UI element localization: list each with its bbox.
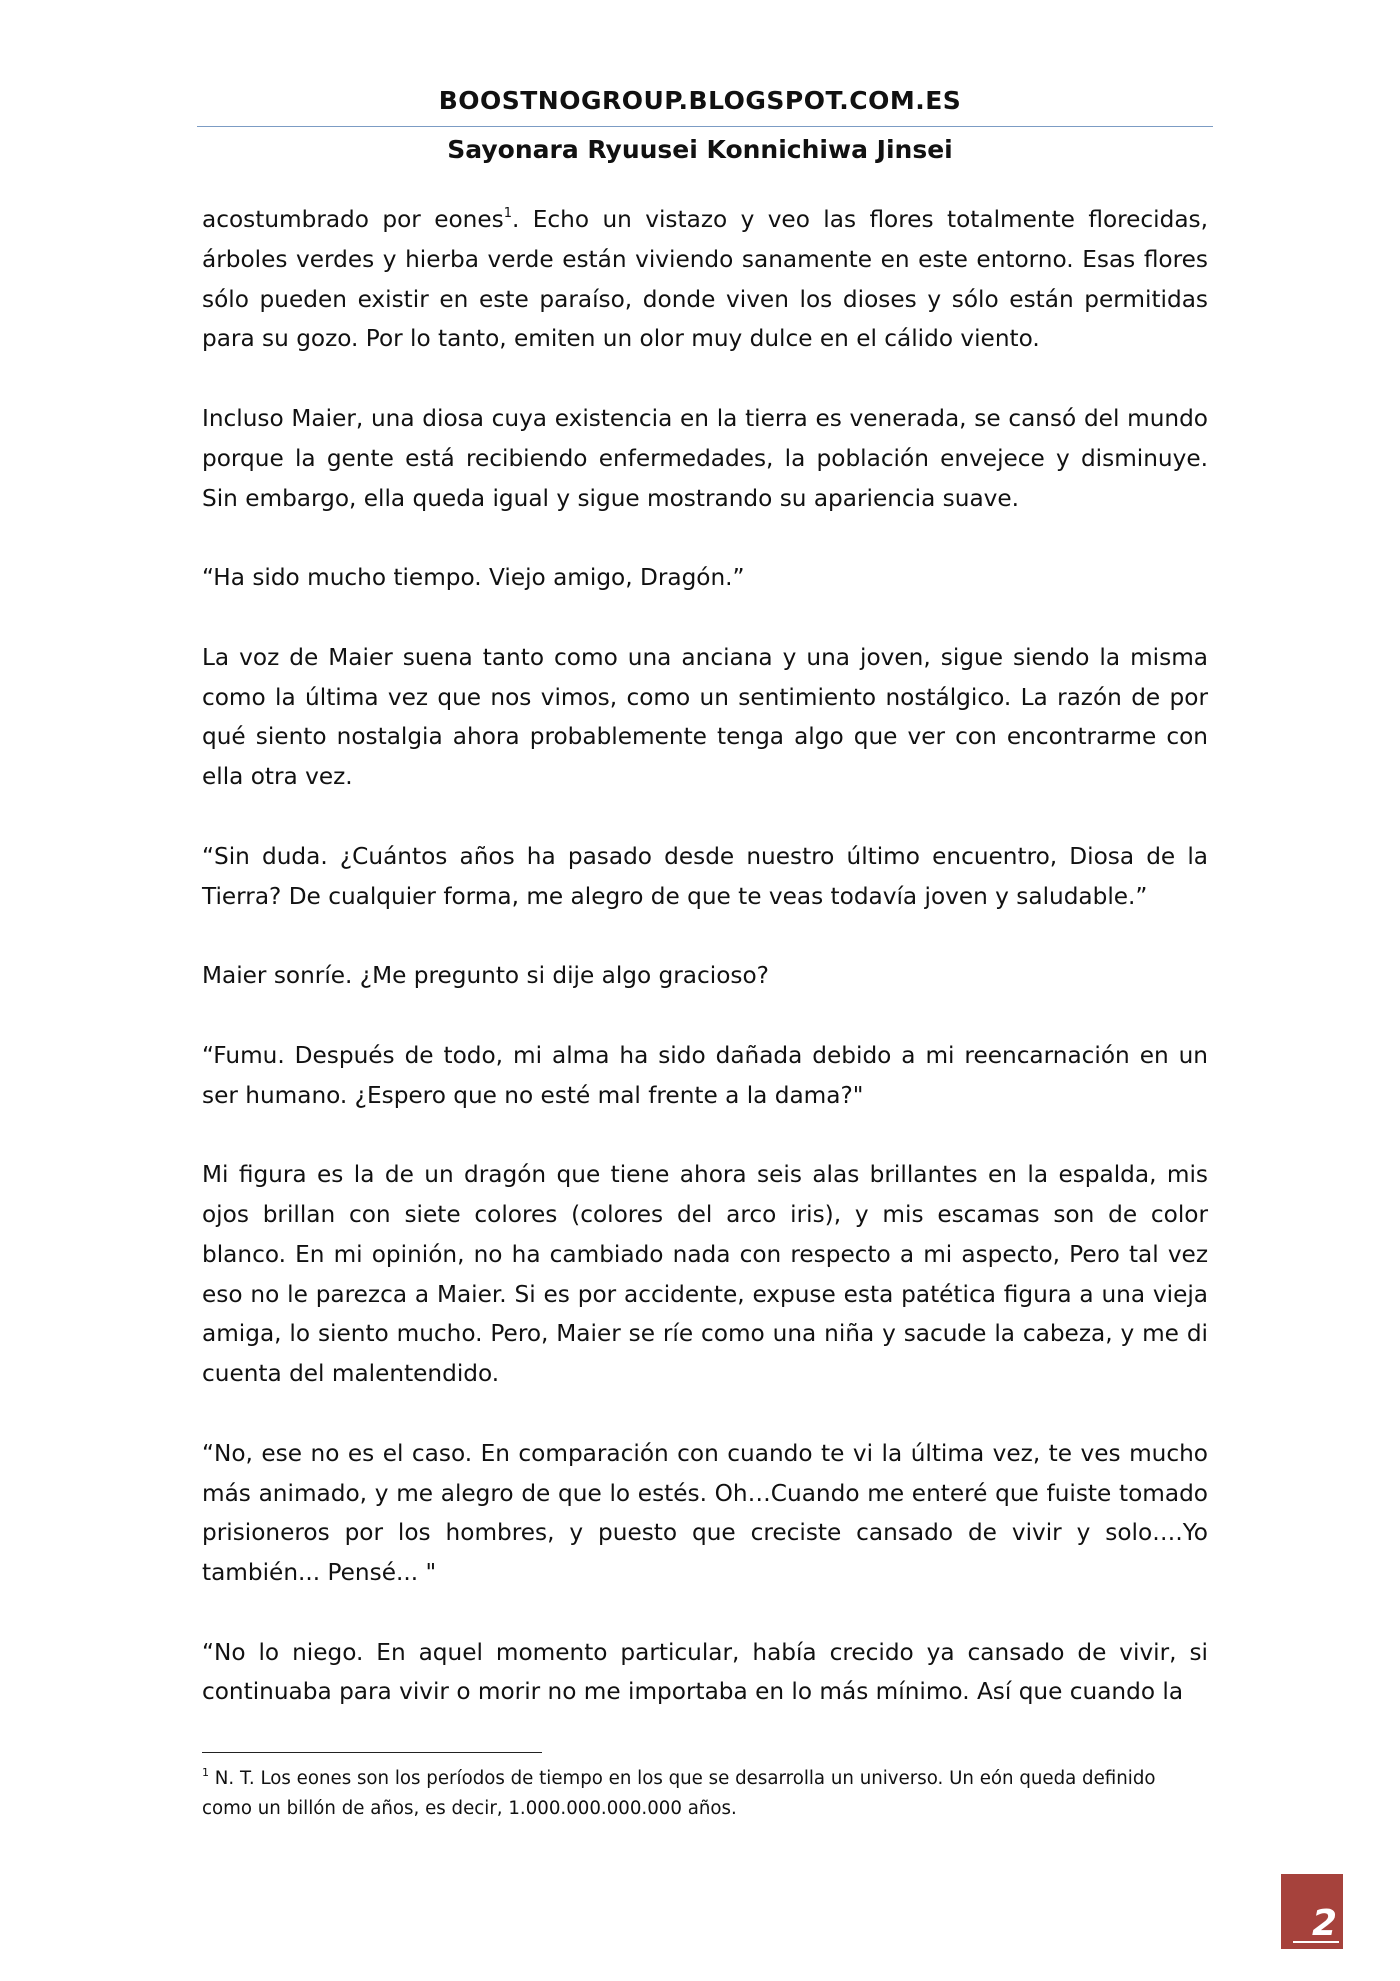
paragraph-text: . Echo un vistazo y veo las flores totalmente florecidas, árboles verdes y hierba verde están viviendo sanamente en este entorno. Esas flores sólo pueden existir en este paraíso, donde viven los dioses y sólo están permitidas para su gozo. Por lo tanto, emiten un olor muy dulce en el cálido viento.	[202, 206, 1208, 353]
paragraph-text: acostumbrado por eones	[202, 206, 504, 233]
page-number-underline	[1293, 1941, 1339, 1943]
paragraph: Maier sonríe. ¿Me pregunto si dije algo gracioso?	[202, 962, 769, 990]
paragraph: “Sin duda. ¿Cuántos años ha pasado desde nuestro último encuentro, Diosa de la Tierra? De cualquier forma, me alegro de que te veas todavía joven y saludable.”	[202, 842, 1208, 910]
page-number-box	[1281, 1874, 1343, 1949]
paragraph: “No lo niego. En aquel momento particular, había crecido ya cansado de vivir, si continuaba para vivir o morir no me importaba en lo más mínimo. Así que cuando la	[202, 1638, 1208, 1706]
body-text	[202, 200, 1208, 1752]
header-book-title: Sayonara Ryuusei Konnichiwa Jinsei	[447, 135, 953, 164]
paragraph	[202, 200, 1208, 359]
footnote-separator	[202, 1752, 542, 1753]
page-number: 2	[1311, 1903, 1337, 1944]
paragraph: “Ha sido mucho tiempo. Viejo amigo, Dragón.”	[202, 564, 745, 592]
paragraph: “Fumu. Después de todo, mi alma ha sido dañada debido a mi reencarnación en un ser humano. ¿Espero que no esté mal frente a la dama?"	[202, 1041, 1208, 1109]
footnote-marker: 1	[202, 1766, 209, 1779]
footnote-text: N. T. Los eones son los períodos de tiempo en los que se desarrolla un universo. Un eón queda definido como un billón de años, es decir, 1.000.000.000.000 años.	[202, 1768, 1156, 1819]
header-site-name: BOOSTNOGROUP.BLOGSPOT.COM.ES	[438, 86, 962, 115]
footnote-reference[interactable]: 1	[503, 206, 512, 221]
paragraph: Mi figura es la de un dragón que tiene ahora seis alas brillantes en la espalda, mis ojos brillan con siete colores (colores del arco iris), y mis escamas son de color blanco. En mi opinión, no ha cambiado nada con respecto a mi aspecto, Pero tal vez eso no le parezca a Maier. Si es por accidente, expuse esta patética figura a una vieja amiga, lo siento mucho. Pero, Maier se ríe como una niña y sacude la cabeza, y me di cuenta del malentendido.	[202, 1161, 1208, 1388]
paragraph: Incluso Maier, una diosa cuya existencia en la tierra es venerada, se cansó del mundo porque la gente está recibiendo enfermedades, la población envejece y disminuye. Sin embargo, ella queda igual y sigue mostrando su apariencia suave.	[202, 404, 1208, 512]
footnote	[202, 1764, 1162, 1824]
paragraph: “No, ese no es el caso. En comparación con cuando te vi la última vez, te ves mucho más animado, y me alegro de que lo estés. Oh…Cuando me enteré que fuiste tomado prisioneros por los hombres, y puesto que creciste cansado de vivir y solo….Yo también... Pensé... "	[202, 1439, 1208, 1587]
header-divider	[197, 126, 1213, 127]
paragraph: La voz de Maier suena tanto como una anciana y una joven, sigue siendo la misma como la última vez que nos vimos, como un sentimiento nostálgico. La razón de por qué siento nostalgia ahora probablemente tenga algo que ver con encontrarme con ella otra vez.	[202, 643, 1208, 791]
